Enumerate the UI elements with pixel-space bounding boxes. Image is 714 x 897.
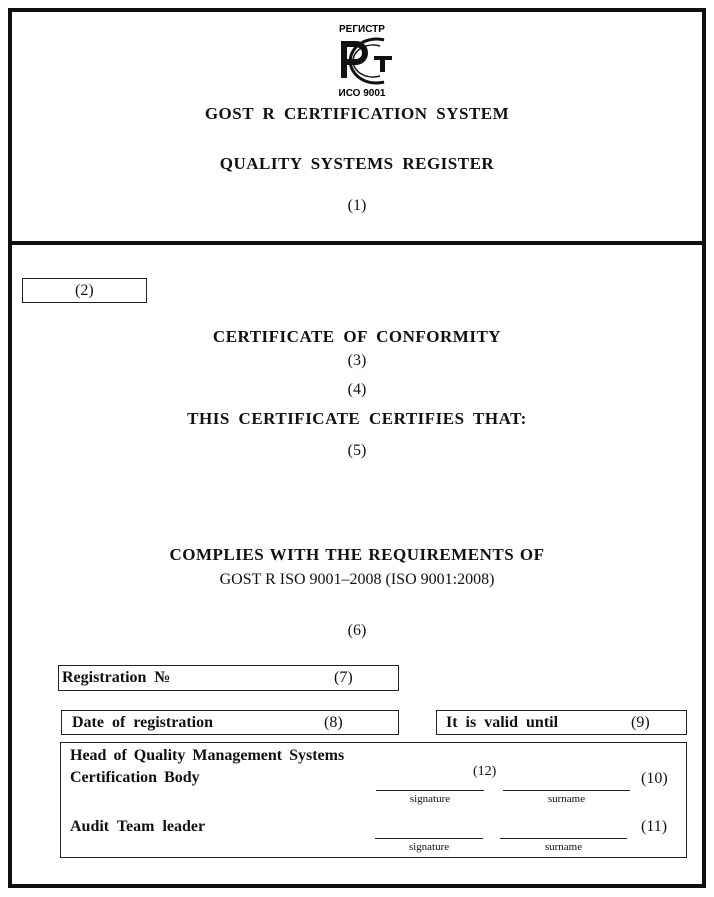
head-surname-line bbox=[503, 790, 630, 791]
head-signature-caption: signature bbox=[409, 793, 451, 805]
field-2: (2) bbox=[75, 282, 94, 299]
field-12: (12) bbox=[473, 764, 497, 779]
field-2-box bbox=[22, 278, 147, 303]
field-6: (6) bbox=[347, 622, 367, 639]
field-10: (10) bbox=[641, 770, 668, 787]
field-1: (1) bbox=[347, 197, 367, 214]
auditor-signature-line bbox=[375, 838, 483, 839]
field-4: (4) bbox=[347, 381, 367, 398]
registration-box bbox=[58, 665, 399, 691]
valid-label: It is valid until bbox=[446, 714, 559, 731]
auditor-title: Audit Team leader bbox=[70, 818, 206, 835]
register-title: QUALITY SYSTEMS REGISTER bbox=[219, 154, 495, 173]
head-surname-caption: surname bbox=[547, 793, 586, 805]
auditor-surname-line bbox=[500, 838, 627, 839]
rst-logo bbox=[322, 16, 402, 98]
standard-text: GOST R ISO 9001–2008 (ISO 9001:2008) bbox=[219, 571, 495, 588]
field-5: (5) bbox=[347, 442, 367, 459]
certifies-heading: THIS CERTIFICATE CERTIFIES THAT: bbox=[187, 409, 527, 428]
logo-top-text: РЕГИСТР bbox=[339, 24, 385, 35]
head-title-line2: Certification Body bbox=[70, 769, 200, 786]
head-signature-line bbox=[376, 790, 484, 791]
field-11: (11) bbox=[641, 818, 668, 835]
head-title-line1: Head of Quality Management Systems bbox=[70, 747, 345, 764]
signatures-box bbox=[60, 742, 687, 858]
date-box bbox=[61, 710, 399, 735]
certificate-title: CERTIFICATE OF CONFORMITY bbox=[212, 327, 502, 346]
logo-bottom-text: ИСО 9001 bbox=[338, 88, 386, 98]
system-title: GOST R CERTIFICATION SYSTEM bbox=[204, 104, 510, 123]
complies-heading: COMPLIES WITH THE REQUIREMENTS OF bbox=[169, 545, 545, 564]
auditor-signature-caption: signature bbox=[408, 841, 450, 853]
field-7: (7) bbox=[334, 669, 353, 686]
field-8: (8) bbox=[324, 714, 343, 731]
registration-label: Registration № bbox=[62, 669, 171, 686]
header-divider bbox=[8, 241, 706, 245]
date-label: Date of registration bbox=[72, 714, 213, 731]
field-9: (9) bbox=[631, 714, 650, 731]
auditor-surname-caption: surname bbox=[544, 841, 583, 853]
valid-box bbox=[436, 710, 687, 735]
field-3: (3) bbox=[347, 352, 367, 369]
